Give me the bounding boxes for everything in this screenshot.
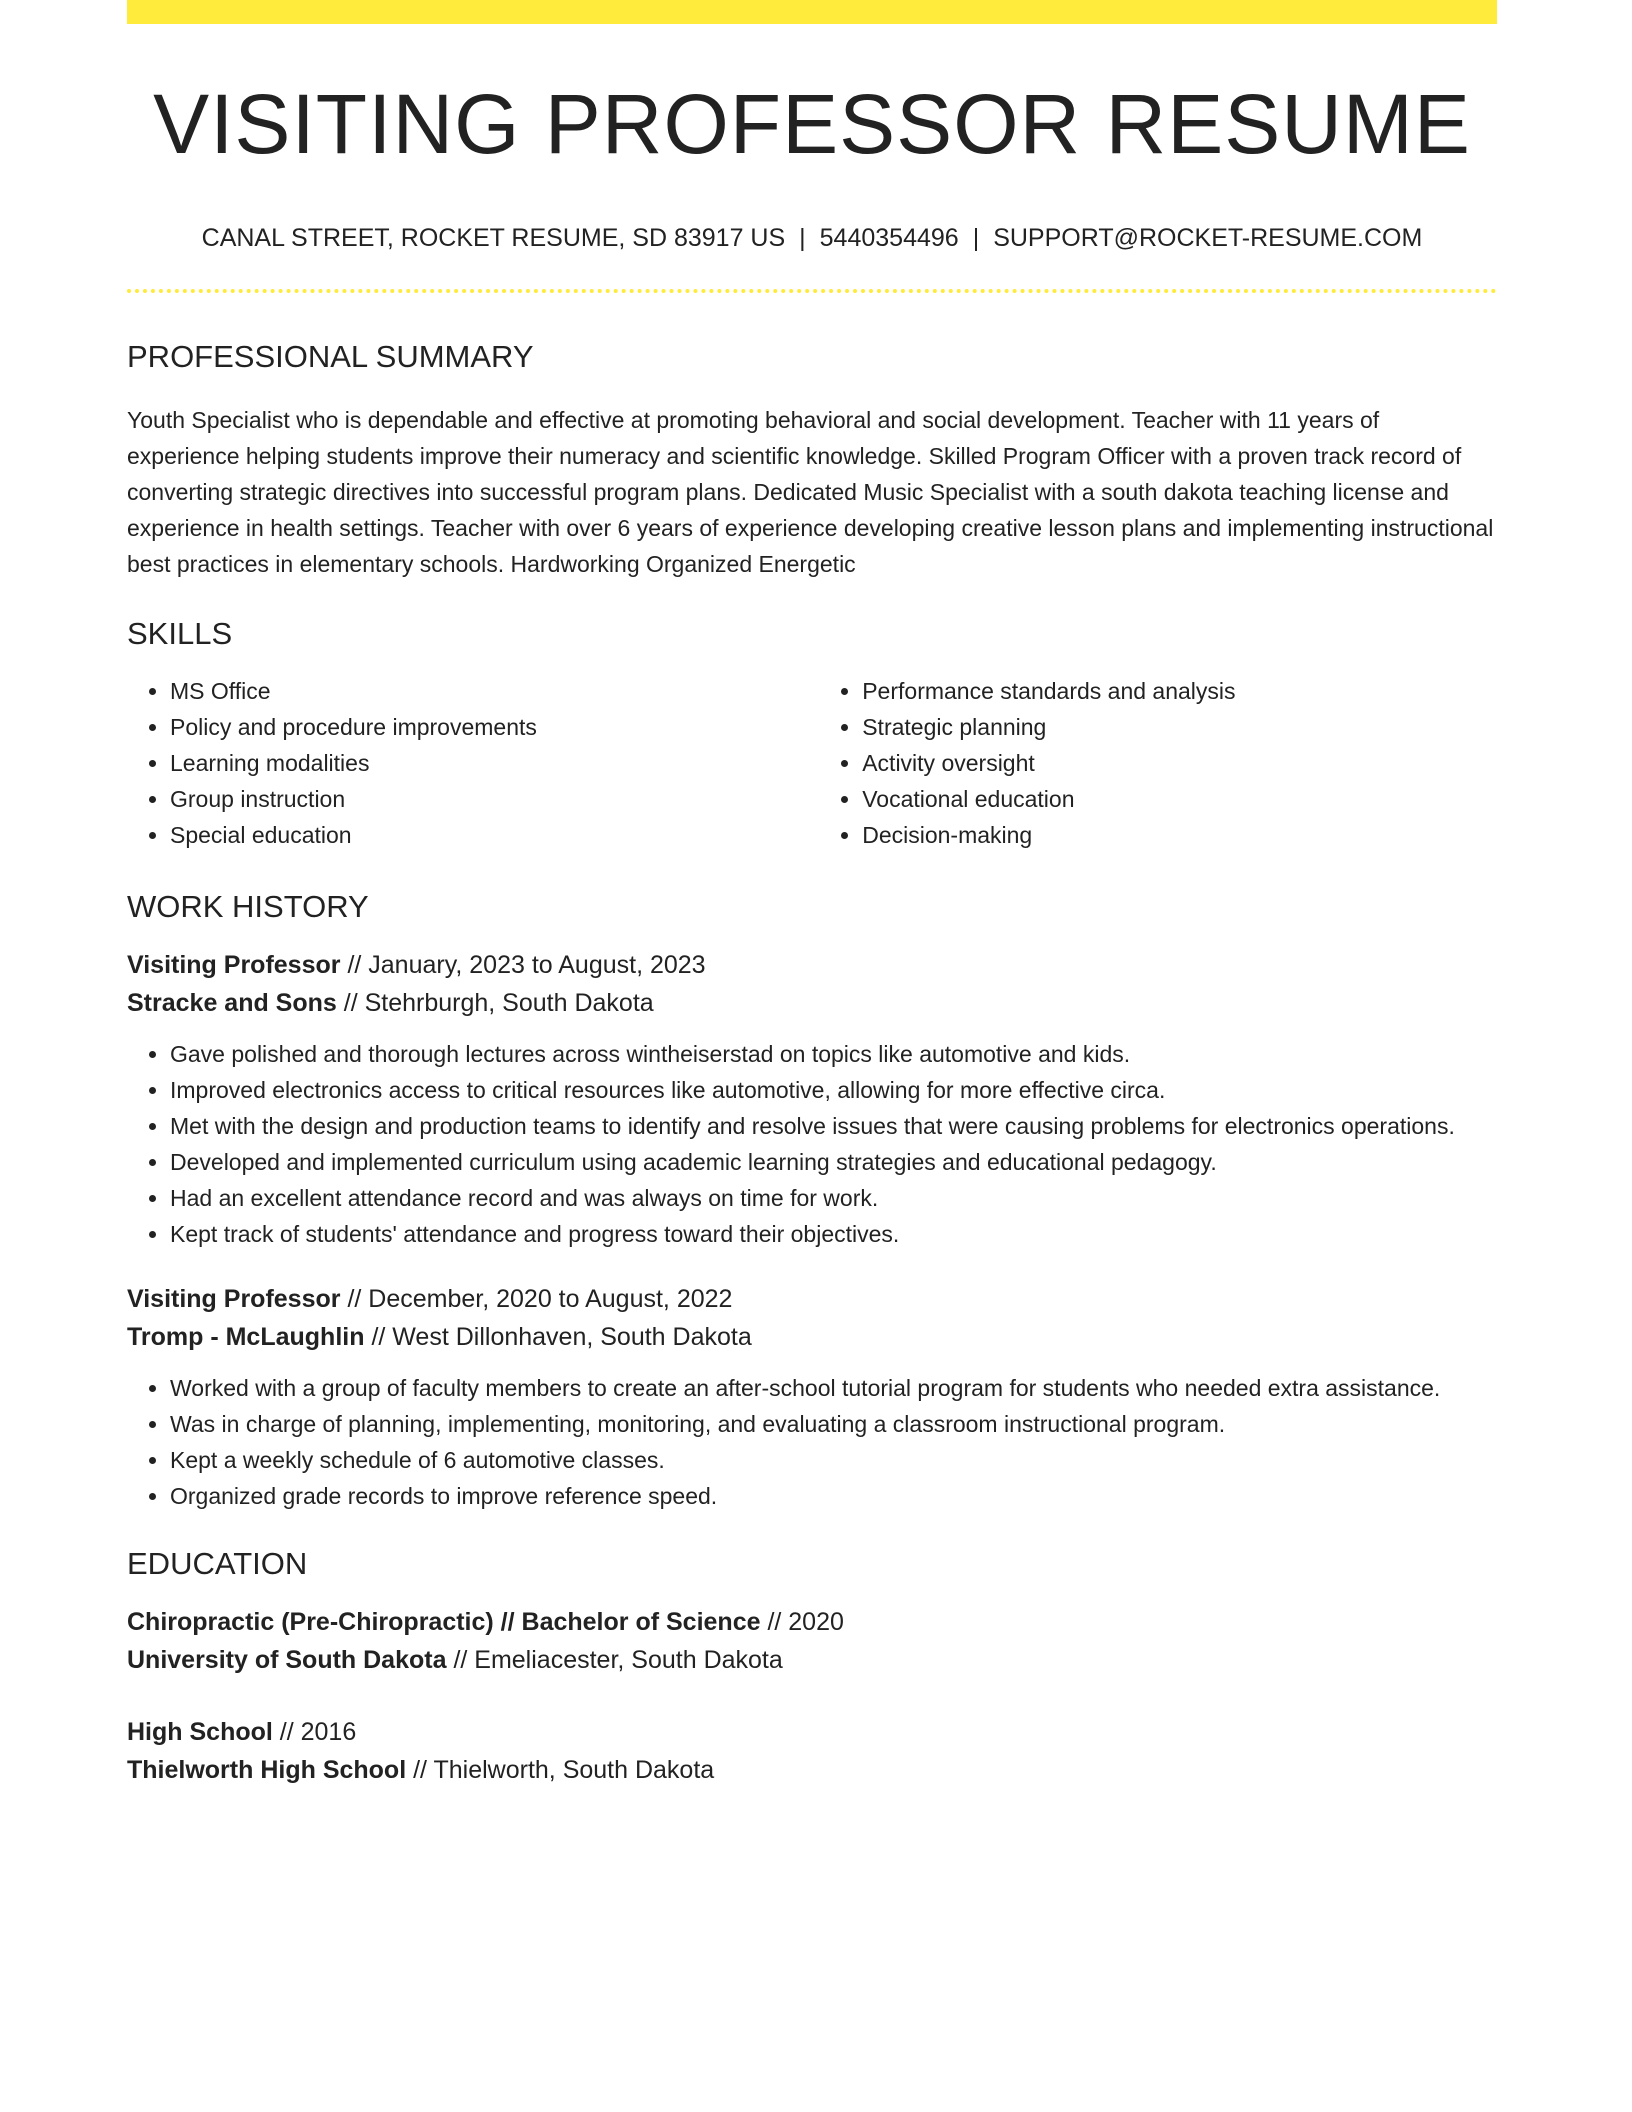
skills-column-right bbox=[819, 673, 1497, 853]
job-role-line bbox=[127, 1280, 1497, 1318]
duty-item: • Improved electronics access to critical resources like automotive, allowing for more effective circa. bbox=[170, 1072, 1497, 1108]
education-school-line bbox=[127, 1751, 1497, 1789]
skill-item: • Activity oversight bbox=[862, 745, 1497, 781]
job-entry bbox=[127, 946, 1497, 1252]
job-company-line bbox=[127, 984, 1497, 1022]
job-location: // Stehrburgh, South Dakota bbox=[336, 989, 654, 1017]
education-heading: EDUCATION bbox=[127, 1546, 308, 1581]
duty-item: • Organized grade records to improve reference speed. bbox=[170, 1478, 1497, 1514]
education-entry bbox=[127, 1713, 1497, 1789]
job-role: Visiting Professor bbox=[127, 951, 341, 979]
duty-item: • Was in charge of planning, implementing, monitoring, and evaluating a classroom instructional program. bbox=[170, 1406, 1497, 1442]
resume-title: VISITING PROFESSOR RESUME bbox=[153, 77, 1471, 171]
duty-item: • Kept track of students' attendance and progress toward their objectives. bbox=[170, 1216, 1497, 1252]
job-duties bbox=[127, 1036, 1497, 1252]
education-location: // Thielworth, South Dakota bbox=[406, 1756, 715, 1784]
job-dates: // December, 2020 to August, 2022 bbox=[340, 1285, 733, 1313]
contact-separator: | bbox=[799, 224, 806, 252]
skill-item: • Learning modalities bbox=[170, 745, 819, 781]
contact-separator: | bbox=[972, 224, 980, 252]
skill-item: • Performance standards and analysis bbox=[862, 673, 1497, 709]
resume-page bbox=[127, 0, 1497, 1789]
duty-item: • Developed and implemented curriculum using academic learning strategies and educational pedagogy. bbox=[170, 1144, 1497, 1180]
summary-heading: PROFESSIONAL SUMMARY bbox=[127, 339, 534, 374]
contact-line bbox=[127, 226, 1497, 251]
skill-item: • Policy and procedure improvements bbox=[170, 709, 819, 745]
education-year: // 2020 bbox=[760, 1608, 844, 1636]
education-degree-line bbox=[127, 1713, 1497, 1751]
job-entry bbox=[127, 1280, 1497, 1514]
contact-phone: 5440354496 bbox=[819, 224, 959, 252]
skill-item: • Vocational education bbox=[862, 781, 1497, 817]
skill-item: • MS Office bbox=[170, 673, 819, 709]
education-year: // 2016 bbox=[272, 1718, 357, 1746]
duty-item: • Gave polished and thorough lectures across wintheiserstad on topics like automotive and kids. bbox=[170, 1036, 1497, 1072]
work-history-heading: WORK HISTORY bbox=[127, 889, 369, 924]
job-duties bbox=[127, 1370, 1497, 1514]
education-degree-line bbox=[127, 1603, 1497, 1641]
education-entry bbox=[127, 1603, 1497, 1679]
skills-column-left bbox=[127, 673, 819, 853]
job-company: Tromp - McLaughlin bbox=[127, 1323, 365, 1351]
accent-bar bbox=[127, 0, 1497, 24]
skill-item: • Decision-making bbox=[862, 817, 1497, 853]
job-role: Visiting Professor bbox=[127, 1285, 341, 1313]
skill-item: • Special education bbox=[170, 817, 819, 853]
job-location: // West Dillonhaven, South Dakota bbox=[364, 1323, 752, 1351]
job-company: Stracke and Sons bbox=[127, 989, 337, 1017]
duty-item: • Had an excellent attendance record and was always on time for work. bbox=[170, 1180, 1497, 1216]
contact-email: SUPPORT@ROCKET-RESUME.COM bbox=[993, 224, 1423, 252]
duty-item: • Met with the design and production teams to identify and resolve issues that were causing problems for electronics operations. bbox=[170, 1108, 1497, 1144]
job-role-line bbox=[127, 946, 1497, 984]
duty-item: • Kept a weekly schedule of 6 automotive classes. bbox=[170, 1442, 1497, 1478]
job-company-line bbox=[127, 1318, 1497, 1356]
education-degree: Chiropractic (Pre-Chiropractic) // Bachelor of Science bbox=[127, 1608, 761, 1636]
job-dates: // January, 2023 to August, 2023 bbox=[340, 951, 706, 979]
education-school: University of South Dakota bbox=[127, 1646, 447, 1674]
skill-item: • Strategic planning bbox=[862, 709, 1497, 745]
education-location: // Emeliacester, South Dakota bbox=[446, 1646, 783, 1674]
summary-text: Youth Specialist who is dependable and effective at promoting behavioral and social development. Teacher with 11 years of experience helping students improve their numeracy and scientific knowledge. Skilled Program Officer with a proven track record of converting strategic directives into successful program plans. Dedicated Music Specialist with a south dakota teaching license and experience in health settings. Teacher with over 6 years of experience developing creative lesson plans and implementing instructional best practices in elementary schools. Hardworking Organized Energetic bbox=[127, 407, 1494, 577]
duty-item: • Worked with a group of faculty members to create an after-school tutorial program for students who needed extra assistance. bbox=[170, 1370, 1497, 1406]
skill-item: • Group instruction bbox=[170, 781, 819, 817]
education-school-line bbox=[127, 1641, 1497, 1679]
contact-address: CANAL STREET, ROCKET RESUME, SD 83917 US bbox=[201, 224, 786, 252]
skills-heading: SKILLS bbox=[127, 616, 233, 651]
dotted-divider bbox=[127, 289, 1497, 293]
skills-list bbox=[127, 673, 1497, 853]
education-degree: High School bbox=[127, 1718, 273, 1746]
education-school: Thielworth High School bbox=[127, 1756, 407, 1784]
